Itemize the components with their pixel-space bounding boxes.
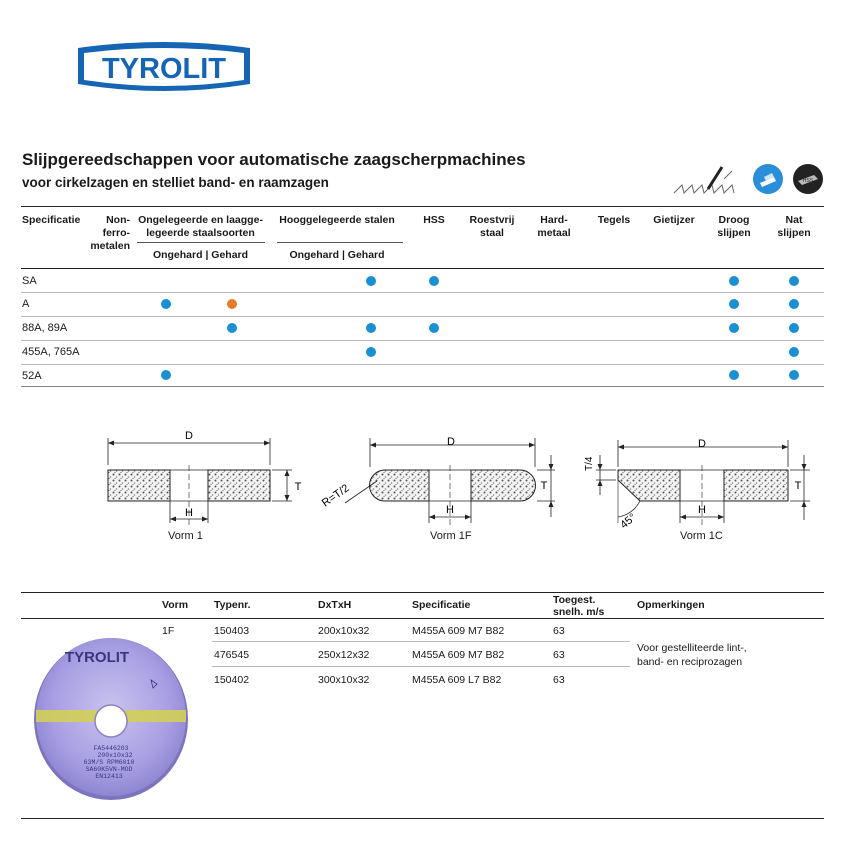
availability-dot bbox=[729, 276, 739, 286]
col-nat: Nat slijpen bbox=[777, 214, 811, 239]
label-vorm-1f: Vorm 1F bbox=[430, 530, 472, 542]
dim-d-label: D bbox=[447, 436, 455, 448]
availability-dot bbox=[729, 370, 739, 380]
dxtxh-cell: 250x12x32 bbox=[318, 649, 370, 661]
spec-row-label: 88A, 89A bbox=[22, 322, 68, 334]
col-typenr: Typenr. bbox=[214, 599, 251, 611]
col-roestvrij: Roestvrij staal bbox=[469, 214, 515, 239]
table-top-rule bbox=[21, 206, 824, 207]
wheel-label-line: EN12413 bbox=[95, 773, 123, 780]
col-hooggelegeerd-sub: Ongehard | Gehard bbox=[289, 249, 385, 261]
col-nonferro: Non- ferro- metalen bbox=[90, 214, 130, 252]
spec-row-label: A bbox=[22, 298, 30, 310]
logo-text: TYROLIT bbox=[101, 53, 227, 85]
col-hooggelegeerd: Hooggelegeerde stalen bbox=[279, 214, 395, 226]
typenr-cell: 150402 bbox=[214, 674, 250, 686]
diagram-vorm-1f bbox=[315, 425, 565, 545]
spec-cell: M455A 609 L7 B82 bbox=[412, 674, 502, 686]
dim-d-label: D bbox=[698, 438, 706, 450]
wheel-brand: TYROLIT bbox=[64, 649, 130, 666]
col-specificatie: Specificatie bbox=[22, 214, 81, 226]
saw-sharpening-icon bbox=[672, 165, 744, 195]
label-vorm-1c: Vorm 1C bbox=[680, 530, 723, 542]
availability-dot bbox=[161, 370, 171, 380]
spec-cell: M455A 609 M7 B82 bbox=[412, 625, 505, 637]
col-opmerkingen: Opmerkingen bbox=[637, 599, 705, 611]
wheel-label-line: SA60K5VN-MOD bbox=[85, 766, 133, 773]
col-gietijzer: Gietijzer bbox=[653, 214, 695, 226]
col-dxtxh: DxTxH bbox=[318, 599, 352, 611]
availability-dot bbox=[789, 323, 799, 333]
dim-t-label: T bbox=[294, 481, 302, 493]
dxtxh-cell: 300x10x32 bbox=[318, 674, 370, 686]
col-vorm: Vorm bbox=[162, 599, 189, 611]
speed-cell: 63 bbox=[553, 649, 565, 661]
label-vorm-1: Vorm 1 bbox=[168, 530, 203, 542]
availability-dot bbox=[227, 323, 237, 333]
dim-r-label: R=T/2 bbox=[319, 482, 352, 510]
availability-dot bbox=[789, 347, 799, 357]
dim-h-label: H bbox=[446, 504, 454, 516]
col-specificatie: Specificatie bbox=[412, 599, 471, 611]
page-subtitle: voor cirkelzagen en stelliet band- en raamzagen bbox=[22, 175, 329, 190]
typenr-cell: 476545 bbox=[214, 649, 250, 661]
col-ongelegeerd-sub: Ongehard | Gehard bbox=[152, 249, 249, 261]
speed-cell: 63 bbox=[553, 674, 565, 686]
col-toegest: Toegest. snelh. m/s bbox=[553, 594, 605, 618]
typenr-cell: 150403 bbox=[214, 625, 250, 637]
dim-t-label: T bbox=[794, 480, 802, 492]
bottom-rule bbox=[21, 818, 824, 819]
col-tegels: Tegels bbox=[597, 214, 631, 226]
spec-row-label: 52A bbox=[22, 370, 42, 382]
availability-dot bbox=[161, 299, 171, 309]
svg-text:HSS: HSS bbox=[802, 178, 814, 184]
page-title: Slijpgereedschappen voor automatische zaagscherpmachines bbox=[22, 150, 526, 169]
availability-dot bbox=[429, 276, 439, 286]
spec-row-label: SA bbox=[22, 275, 37, 287]
col-hardmetaal: Hard- metaal bbox=[537, 214, 571, 239]
speed-cell: 63 bbox=[553, 625, 565, 637]
availability-dot bbox=[729, 299, 739, 309]
wheel-label-line: 63M/S RPM6010 bbox=[83, 759, 135, 766]
dim-d-label: D bbox=[185, 430, 193, 442]
dxtxh-cell: 200x10x32 bbox=[318, 625, 370, 637]
col-hss: HSS bbox=[423, 214, 445, 226]
availability-dot bbox=[366, 323, 376, 333]
col-droog: Droog slijpen bbox=[717, 214, 751, 239]
diagram-vorm-1c bbox=[578, 425, 818, 545]
wheel-label-line: FA5446203 bbox=[93, 745, 129, 752]
wheel-label-line: 200x10x32 bbox=[97, 752, 133, 759]
dim-t-label: T bbox=[540, 480, 548, 492]
availability-dot bbox=[789, 276, 799, 286]
tyrolit-logo bbox=[74, 40, 254, 98]
diagram-vorm-1 bbox=[100, 425, 305, 545]
spec-row-label: 455A, 765A bbox=[22, 346, 80, 358]
dim-h-label: H bbox=[698, 504, 706, 516]
dim-h-label: H bbox=[185, 507, 193, 519]
availability-dot bbox=[429, 323, 439, 333]
availability-dot bbox=[729, 323, 739, 333]
grinding-wheel-image bbox=[33, 634, 191, 802]
col-ongelegeerd: Ongelegeerde en laagge- legeerde staalsoorten bbox=[138, 214, 263, 239]
availability-dot bbox=[789, 299, 799, 309]
availability-dot bbox=[227, 299, 237, 309]
availability-dot bbox=[366, 276, 376, 286]
dim-angle-label: 45° bbox=[618, 511, 639, 532]
availability-dot bbox=[789, 370, 799, 380]
remark-text: Voor gestelliteerde lint-, band- en reciprozagen bbox=[637, 642, 747, 668]
spec-cell: M455A 609 M7 B82 bbox=[412, 649, 505, 661]
steel-material-icon bbox=[752, 163, 784, 195]
hss-material-icon bbox=[792, 163, 824, 195]
vorm-value: 1F bbox=[162, 625, 175, 637]
availability-dot bbox=[366, 347, 376, 357]
dim-t4-label: T/4 bbox=[584, 456, 595, 471]
